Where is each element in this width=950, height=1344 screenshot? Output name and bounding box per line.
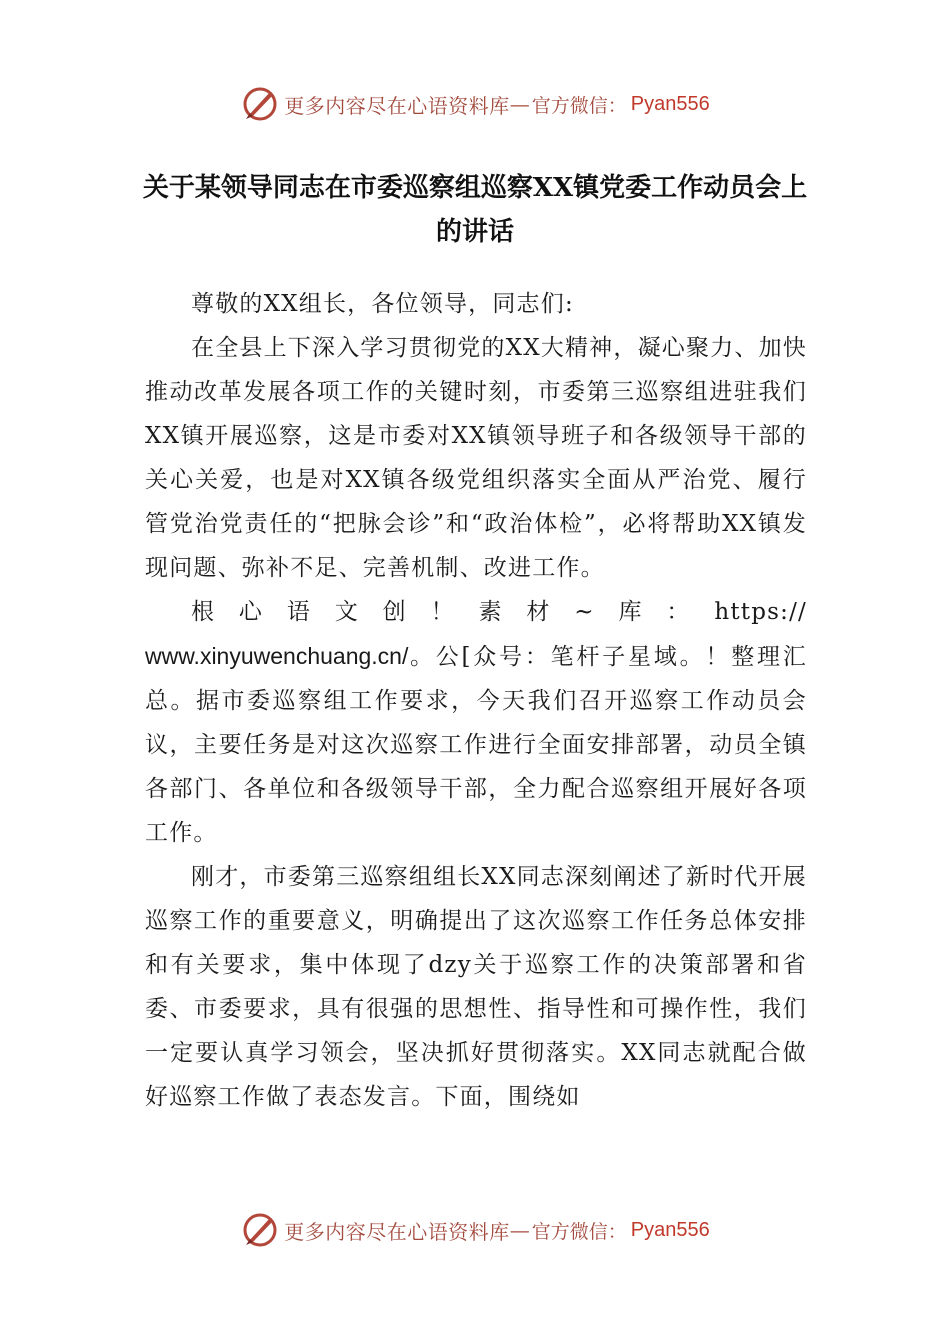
pen-logo-icon <box>240 84 280 124</box>
salutation: 尊敬的XX组长，各位领导，同志们: <box>191 291 574 317</box>
header-banner <box>0 82 950 126</box>
document-title <box>140 166 810 254</box>
footer-banner <box>0 1208 950 1252</box>
banner-wechat-id: Pyan556 <box>630 92 710 115</box>
banner-site-text: 更多内容尽在心语资料库 <box>284 93 510 118</box>
footer-site-text: 更多内容尽在心语资料库 <box>284 1219 510 1244</box>
footer-wechat-label: 官方微信： <box>531 1220 627 1243</box>
banner-wechat-label: 官方微信： <box>531 94 627 117</box>
footer-dash: — <box>509 1218 530 1242</box>
document-body <box>145 282 807 1119</box>
paragraph-2-line-1 <box>145 590 807 634</box>
footer-wechat-id: Pyan556 <box>630 1218 710 1241</box>
paragraph-2-url: www.xinyuwenchuang.cn/ <box>145 643 409 669</box>
title-line-2: 的讲话 <box>435 217 514 247</box>
title-line-1: 关于某领导同志在市委巡察组巡察XX镇党委工作动员会上 <box>142 173 808 203</box>
pen-logo-icon <box>240 1210 280 1250</box>
paragraph-1: 在全县上下深入学习贯彻党的XX大精神，凝心聚力、加快推动改革发展各项工作的关键时刻，市委第三巡察组进驻我们XX镇开展巡察，这是市委对XX镇领导班子和各级领导干部的关心关爱，也是对XX镇各级党组织落实全面从严治党、履行管党治党责任的“把脉会诊”和“政治体检”，必将帮助XX镇发现问题、弥补不足、完善机制、改进工作。 <box>145 335 807 581</box>
paragraph-2-body <box>145 634 807 855</box>
banner-dash: — <box>509 92 530 116</box>
paragraph-2-lead: 根心语文创！素材~库：https:// <box>191 599 807 625</box>
paragraph-3: 刚才，市委第三巡察组组长XX同志深刻阐述了新时代开展巡察工作的重要意义，明确提出了这次巡察工作任务总体安排和有关要求，集中体现了dzy关于巡察工作的决策部署和省委、市委要求，具有很强的思想性、指导性和可操作性，我们一定要认真学习领会，坚决抓好贯彻落实。XX同志就配合做好巡察工作做了表态发言。下面，围绕如 <box>145 864 807 1110</box>
paragraph-2-rest: 。公[众号：笔杆子星域。！整理汇总。据市委巡察组工作要求，今天我们召开巡察工作动员会议，主要任务是对这次巡察工作进行全面安排部署，动员全镇各部门、各单位和各级领导干部，全力配合巡察组开展好各项工作。 <box>145 644 807 846</box>
